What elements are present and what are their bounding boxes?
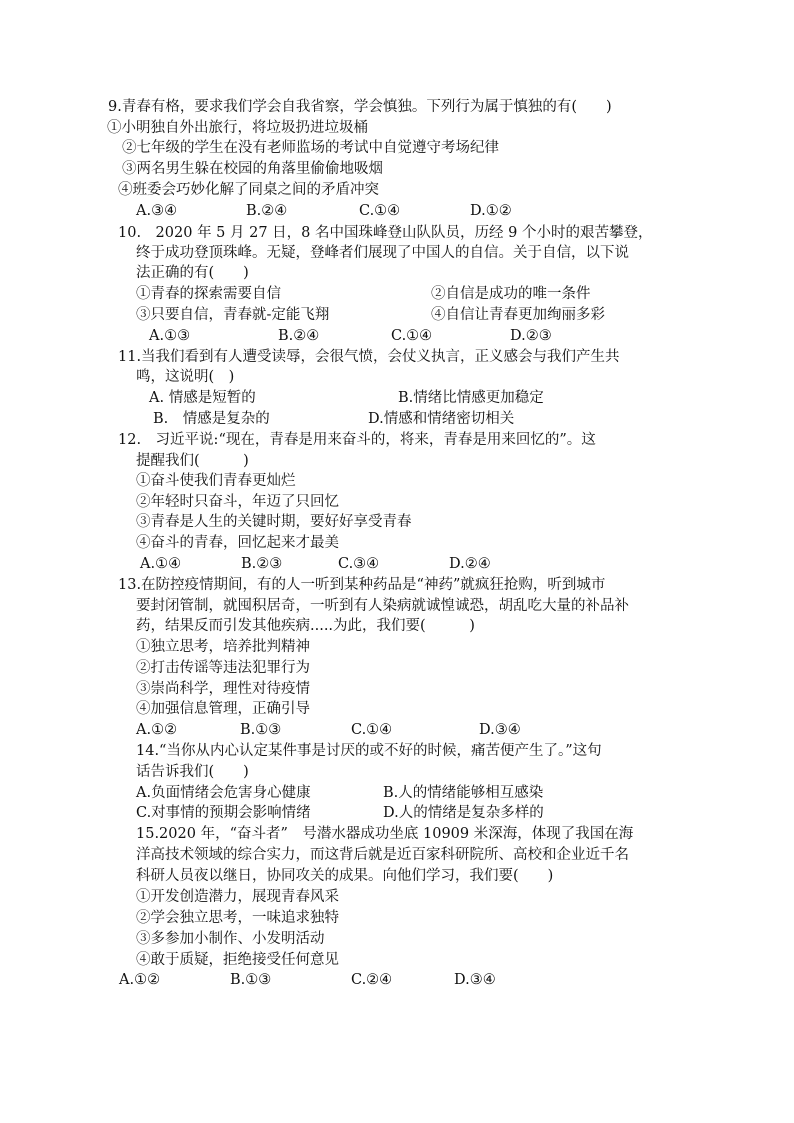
q11-stem-line-2: 鸣，这说明( ) bbox=[136, 369, 235, 385]
q10-option-d: D.②③ bbox=[510, 328, 552, 344]
q15-statement-2: ②学会独立思考，一味追求独特 bbox=[136, 910, 339, 926]
q9-option-b: B.②④ bbox=[246, 203, 288, 219]
q13-stem-line-1: 13.在防控疫情期间，有的人一听到某种药品是“神药”就疯狂抢购，听到城市 bbox=[118, 577, 606, 593]
q13-option-b: B.①③ bbox=[240, 722, 282, 738]
q10-stem-line-2: 终于成功登顶珠峰。无疑，登峰者们展现了中国人的自信。关于自信，以下说 bbox=[136, 245, 629, 261]
q10-stem-line-3: 法正确的有( ) bbox=[136, 265, 249, 281]
q14-option-d: D.人的情绪是复杂多样的 bbox=[383, 805, 544, 821]
q9-statement-3: ③两名男生躲在校园的角落里偷偷地吸烟 bbox=[122, 161, 383, 177]
q9-option-d: D.①② bbox=[470, 203, 512, 219]
q15-option-c: C.②④ bbox=[351, 972, 393, 988]
q15-stem-line-1: 15.2020 年，“奋斗者” 号潜水器成功坐底 10909 米深海，体现了我国在海 bbox=[136, 826, 634, 842]
q10-option-c: C.①④ bbox=[391, 328, 433, 344]
q13-option-c: C.①④ bbox=[351, 722, 393, 738]
q12-statement-1: ①奋斗使我们青春更灿烂 bbox=[136, 473, 296, 489]
q13-stem-line-2: 要封闭管制，就囤积居奇，一听到有人染病就诚惶诚恐，胡乱吃大量的补品补 bbox=[136, 598, 629, 614]
q12-option-b: B.②③ bbox=[241, 556, 283, 572]
q12-stem-line-2: 提醒我们( ) bbox=[136, 453, 249, 469]
q9-stem: 9.青春有格，要求我们学会自我省察，学会慎独。下列行为属于慎独的有( ) bbox=[108, 99, 612, 115]
q9-statement-1: ①小明独自外出旅行，将垃圾扔进垃圾桶 bbox=[107, 120, 368, 136]
q13-option-a: A.①② bbox=[136, 722, 178, 738]
q12-statement-4: ④奋斗的青春，回忆起来才最美 bbox=[136, 535, 339, 551]
q10-stem-line-1: 10. 2020 年 5 月 27 日，8 名中国珠峰登山队队员，历经 9 个小时的艰苦攀登， bbox=[118, 225, 653, 241]
q9-statement-2: ②七年级的学生在没有老师监场的考试中自觉遵守考场纪律 bbox=[122, 140, 499, 156]
q12-option-d: D.②④ bbox=[449, 556, 491, 572]
q11-option-d: D.情感和情绪密切相关 bbox=[368, 411, 515, 427]
q15-option-d: D.③④ bbox=[454, 972, 496, 988]
q14-option-c: C.对事情的预期会影响情绪 bbox=[136, 805, 311, 821]
q13-statement-3: ③崇尚科学，理性对待疫情 bbox=[136, 681, 310, 697]
q13-statement-1: ①独立思考，培养批判精神 bbox=[136, 639, 310, 655]
q15-stem-line-3: 科研人员夜以继日，协同攻关的成果。向他们学习，我们要( ) bbox=[136, 868, 554, 884]
q12-stem-line-1: 12. 习近平说:“现在，青春是用来奋斗的，将来，青春是用来回忆的”。这 bbox=[118, 432, 596, 448]
q11-option-b: B.情绪比情感更加稳定 bbox=[398, 390, 544, 406]
q10-statement-3: ③只要自信，青春就-定能飞翔 bbox=[136, 307, 330, 323]
q13-option-d: D.③④ bbox=[479, 722, 521, 738]
q9-statement-4: ④班委会巧妙化解了同桌之间的矛盾冲突 bbox=[118, 182, 379, 198]
q13-stem-line-3: 药，结果反而引发其他疾病.....为此，我们要( ) bbox=[136, 618, 475, 634]
q13-statement-4: ④加强信息管理，正确引导 bbox=[136, 701, 310, 717]
q15-option-b: B.①③ bbox=[230, 972, 272, 988]
q13-statement-2: ②打击传谣等违法犯罪行为 bbox=[136, 660, 310, 676]
q12-option-a: A.①④ bbox=[140, 556, 182, 572]
q15-statement-1: ①开发创造潜力，展现青春风采 bbox=[136, 889, 339, 905]
q15-stem-line-2: 洋高技术领域的综合实力，而这背后就是近百家科研院所、高校和企业近千名 bbox=[136, 847, 629, 863]
q14-stem-line-1: 14.“当你从内心认定某件事是讨厌的或不好的时候，痛苦便产生了。”这句 bbox=[136, 743, 602, 759]
q10-statement-4: ④自信让青春更加绚丽多彩 bbox=[431, 307, 605, 323]
q10-statement-2: ②自信是成功的唯一条件 bbox=[431, 286, 591, 302]
q14-stem-line-2: 话告诉我们( ) bbox=[136, 764, 249, 780]
q10-option-a: A.①③ bbox=[149, 328, 191, 344]
q10-statement-1: ①青春的探索需要自信 bbox=[136, 286, 281, 302]
q9-option-a: A.③④ bbox=[136, 203, 178, 219]
q15-statement-4: ④敢于质疑，拒绝接受任何意见 bbox=[136, 952, 339, 968]
q11-option-a: A. 情感是短暂的 bbox=[149, 390, 256, 406]
q9-option-c: C.①④ bbox=[359, 203, 401, 219]
q14-option-b: B.人的情绪能够相互感染 bbox=[383, 785, 544, 801]
q12-option-c: C.③④ bbox=[338, 556, 380, 572]
q14-option-a: A.负面情绪会危害身心健康 bbox=[136, 785, 311, 801]
q10-option-b: B.②④ bbox=[278, 328, 320, 344]
q12-statement-3: ③青春是人生的关键时期，要好好享受青春 bbox=[136, 514, 412, 530]
q11-option-c: B. 情感是复杂的 bbox=[153, 411, 270, 427]
q12-statement-2: ②年轻时只奋斗，年迈了只回忆 bbox=[136, 494, 339, 510]
q15-option-a: A.①② bbox=[119, 972, 161, 988]
q11-stem-line-1: 11.当我们看到有人遭受读辱，会很气愤，会仗义执言，正义感会与我们产生共 bbox=[118, 349, 620, 365]
q15-statement-3: ③多参加小制作、小发明活动 bbox=[136, 931, 325, 947]
